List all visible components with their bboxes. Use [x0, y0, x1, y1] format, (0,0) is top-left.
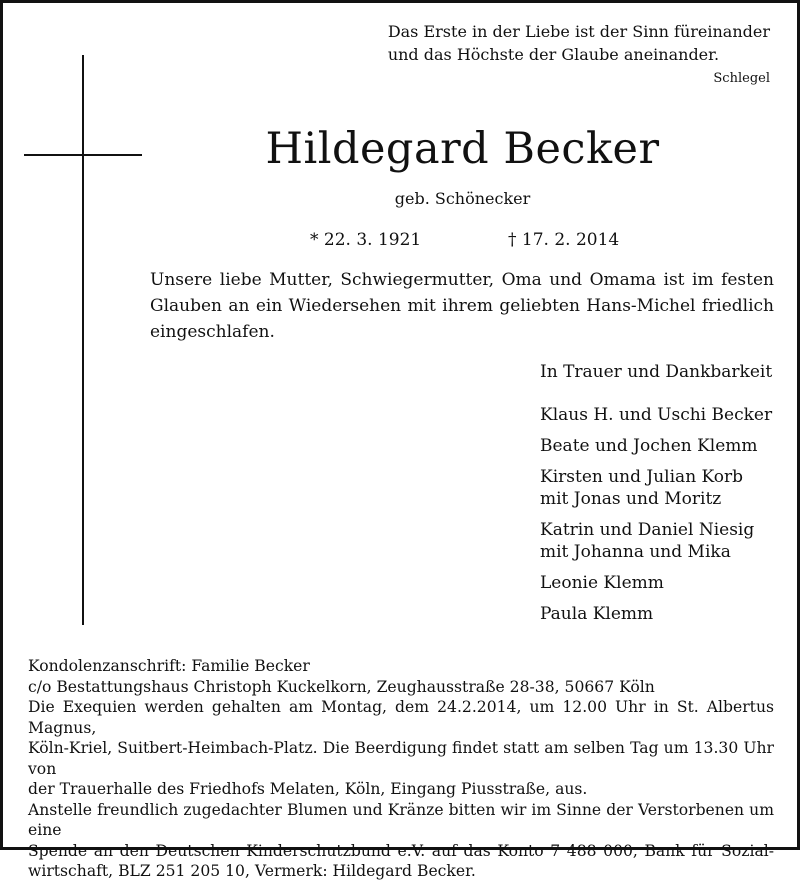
service-line: der Trauerhalle des Friedhofs Melaten, Köln, Eingang Piusstraße, aus. [28, 780, 588, 798]
quote-author: Schlegel [713, 71, 770, 86]
family-entry-line: Katrin und Daniel Niesig [540, 520, 755, 540]
maiden-name: geb. Schönecker [394, 189, 531, 208]
family-entry-line: Kirsten und Julian Korb [540, 467, 744, 487]
cross-icon-horizontal [24, 154, 142, 156]
family-entry-line: Leonie Klemm [540, 573, 664, 593]
cross-icon-vertical [82, 55, 84, 625]
service-line: Köln-Kriel, Suitbert-Heimbach-Platz. Die Beerdigung findet statt am selben Tag um 13.30 Uhr von [28, 739, 774, 778]
mourning-line: In Trauer und Dankbarkeit [540, 362, 773, 382]
family-entry [540, 519, 772, 563]
condolence-label: Kondolenzanschrift: Familie Becker [28, 657, 310, 675]
birth-date: * 22. 3. 1921 [310, 230, 422, 250]
service-line: Die Exequien werden gehalten am Montag, dem 24.2.2014, um 12.00 Uhr in St. Albertus Magnus, [28, 698, 774, 737]
family-entry [540, 435, 772, 457]
intro-text: Unsere liebe Mutter, Schwiegermutter, Oma und Omama ist im festen Glauben an ein Wiedersehen mit ihrem geliebten Hans-Michel friedlich eingeschlafen. [150, 270, 774, 342]
family-entry-line: Beate und Jochen Klemm [540, 436, 758, 456]
family-entry-line: mit Jonas und Moritz [540, 489, 722, 509]
family-entry [540, 466, 772, 510]
donation-line: wirtschaft, BLZ 251 205 10, Vermerk: Hildegard Becker. [28, 862, 476, 880]
epigraph-quote [388, 20, 770, 66]
family-entry-line: mit Johanna und Mika [540, 542, 731, 562]
condolence-address: c/o Bestattungshaus Christoph Kuckelkorn, Zeughausstraße 28-38, 50667 Köln [28, 677, 655, 696]
quote-line: und das Höchste der Glaube aneinander. [387, 45, 720, 64]
quote-line: Das Erste in der Liebe ist der Sinn füreinander [387, 22, 770, 41]
family-entry [540, 404, 772, 426]
donation-line: Spende an den Deutschen Kinderschutzbund e.V. auf das Konto 7 488 000, Bank für Sozial- [28, 841, 774, 860]
family-entry [540, 572, 772, 594]
donation-line: Anstelle freundlich zugedachter Blumen und Kränze bitten wir im Sinne der Verstorbenen um eine [28, 800, 774, 839]
family-entry [540, 603, 772, 625]
footer-notes [28, 656, 774, 882]
family-list [540, 404, 772, 634]
death-date: † 17. 2. 2014 [508, 230, 620, 250]
family-entry-line: Paula Klemm [540, 604, 654, 624]
family-entry-line: Klaus H. und Uschi Becker [540, 405, 773, 425]
deceased-name: Hildegard Becker [265, 124, 660, 174]
